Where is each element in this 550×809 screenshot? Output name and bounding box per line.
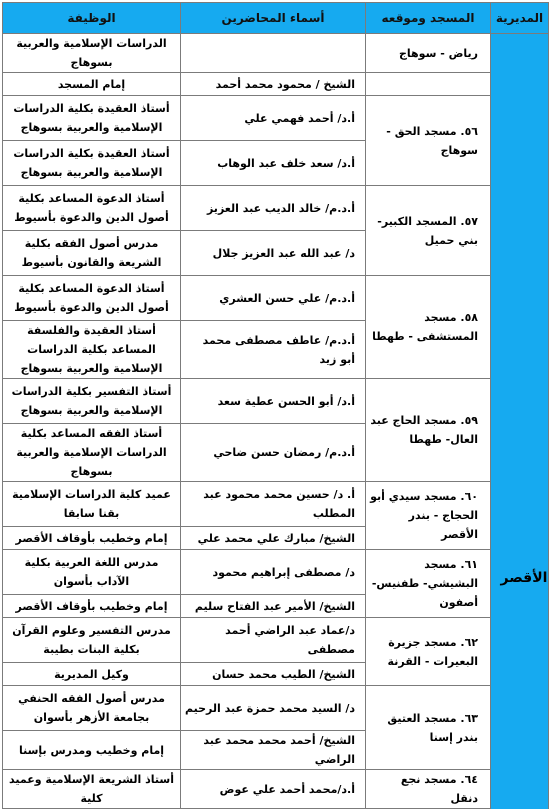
job-cell: أستاذ الفقه المساعد بكلية الدراسات الإسلامية والعربية بسوهاج <box>3 424 181 482</box>
job-cell: إمام وخطيب بأوقاف الأقصر <box>3 527 181 550</box>
job-cell: أستاذ الشريعة الإسلامية وعميد كلية <box>3 770 181 809</box>
table-row <box>3 34 549 73</box>
lecturer-cell: د/ السيد محمد حمزة عبد الرحيم <box>181 686 366 731</box>
mosque-cell: ٥٩. مسجد الحاج عبد العال- طهطا <box>366 379 491 482</box>
job-cell: إمام وخطيب ومدرس بإسنا <box>3 731 181 770</box>
lecturer-cell: أ.د.م/ خالد الديب عبد العزيز <box>181 186 366 231</box>
job-cell: مدرس أصول الفقه الحنفي بجامعة الأزهر بأسوان <box>3 686 181 731</box>
lecturer-cell: الشيخ/ الأمير عبد الفتاح سليم <box>181 595 366 618</box>
mosque-cell: ٦٠. مسجد سيدي أبو الحجاج - بندر الأقصر <box>366 482 491 550</box>
job-cell: مدرس اللغة العربية بكلية الآداب بأسوان <box>3 550 181 595</box>
job-cell: أستاذ الدعوة المساعد بكلية أصول الدين والدعوة بأسيوط <box>3 186 181 231</box>
lecturer-cell: أ.د/ أحمد فهمي علي <box>181 96 366 141</box>
table-row <box>3 482 549 527</box>
table-row <box>3 618 549 663</box>
job-cell: أستاذ العقيدة بكلية الدراسات الإسلامية والعربية بسوهاج <box>3 141 181 186</box>
lecturer-cell: أ.د.م/ رمضان حسن ضاحي <box>181 424 366 482</box>
lecturer-cell: الشيخ/ الطيب محمد حسان <box>181 663 366 686</box>
job-cell: وكيل المديرية <box>3 663 181 686</box>
table-row <box>3 96 549 141</box>
job-cell: الدراسات الإسلامية والعربية بسوهاج <box>3 34 181 73</box>
mosque-cell: ٦٣. مسجد العتيق بندر إسنا <box>366 686 491 770</box>
directorate-cell <box>491 34 549 809</box>
schedule-table <box>2 2 549 809</box>
lecturer-cell <box>181 34 366 73</box>
lecturer-cell: أ.د/محمد أحمد علي عوض <box>181 770 366 809</box>
job-cell: أستاذ العقيدة بكلية الدراسات الإسلامية والعربية بسوهاج <box>3 96 181 141</box>
lecturer-cell: أ.د/ سعد خلف عبد الوهاب <box>181 141 366 186</box>
lecturer-cell: الشيخ/ أحمد محمد محمد عبد الراضي <box>181 731 366 770</box>
table-row <box>3 550 549 595</box>
lecturer-cell: الشيخ/ مبارك علي محمد علي <box>181 527 366 550</box>
job-cell: أستاذ التفسير بكلية الدراسات الإسلامية والعربية بسوهاج <box>3 379 181 424</box>
table-row <box>3 770 549 809</box>
table-row <box>3 186 549 231</box>
job-cell: أستاذ الدعوة المساعد بكلية أصول الدين والدعوة بأسيوط <box>3 276 181 321</box>
mosque-cell: رياض - سوهاج <box>366 34 491 73</box>
lecturer-cell: أ.د.م/ علي حسن العشري <box>181 276 366 321</box>
lecturer-cell: د/ مصطفى إبراهيم محمود <box>181 550 366 595</box>
header-mosque: المسجد وموقعه <box>366 3 491 34</box>
lecturer-cell: أ.د/ أبو الحسن عطية سعد <box>181 379 366 424</box>
lecturer-cell: أ. د/ حسين محمد محمود عبد المطلب <box>181 482 366 527</box>
table-row <box>3 73 549 96</box>
table-row <box>3 379 549 424</box>
mosque-cell: ٦٢. مسجد جزيرة البعيرات - القرنة <box>366 618 491 686</box>
mosque-cell: ٥٧. المسجد الكبير- بني حميل <box>366 186 491 276</box>
job-cell: مدرس التفسير وعلوم القرآن بكلية البنات بطيبة <box>3 618 181 663</box>
mosque-cell: ٥٨. مسجد المستشفى - طهطا <box>366 276 491 379</box>
lecturer-cell: د/عماد عبد الراضي أحمد مصطفى <box>181 618 366 663</box>
lecturer-cell: د/ عبد الله عبد العزيز جلال <box>181 231 366 276</box>
table-row <box>3 276 549 321</box>
lecturer-cell: الشيخ / محمود محمد أحمد <box>181 73 366 96</box>
job-cell: مدرس أصول الفقه بكلية الشريعة والقانون بأسيوط <box>3 231 181 276</box>
header-row <box>3 3 549 34</box>
job-cell: أستاذ العقيدة والفلسفة المساعد بكلية الدراسات الإسلامية والعربية بسوهاج <box>3 321 181 379</box>
header-lecturers: أسماء المحاضرين <box>181 3 366 34</box>
mosque-cell: ٦٤. مسجد نجع دنقل <box>366 770 491 809</box>
directorate-label: الأقصر <box>500 570 548 586</box>
table-row <box>3 686 549 731</box>
job-cell: إمام المسجد <box>3 73 181 96</box>
header-directorate: المديرية <box>491 3 549 34</box>
job-cell: إمام وخطيب بأوقاف الأقصر <box>3 595 181 618</box>
mosque-cell: ٦١. مسجد البشيشي- طفنيس- أصفون <box>366 550 491 618</box>
header-job: الوظيفة <box>3 3 181 34</box>
job-cell: عميد كلية الدراسات الإسلامية بقنا سابقا <box>3 482 181 527</box>
mosque-cell: ٥٦. مسجد الحق - سوهاج <box>366 96 491 186</box>
lecturer-cell: أ.د.م/ عاطف مصطفى محمد أبو زيد <box>181 321 366 379</box>
mosque-cell-empty <box>366 73 491 96</box>
